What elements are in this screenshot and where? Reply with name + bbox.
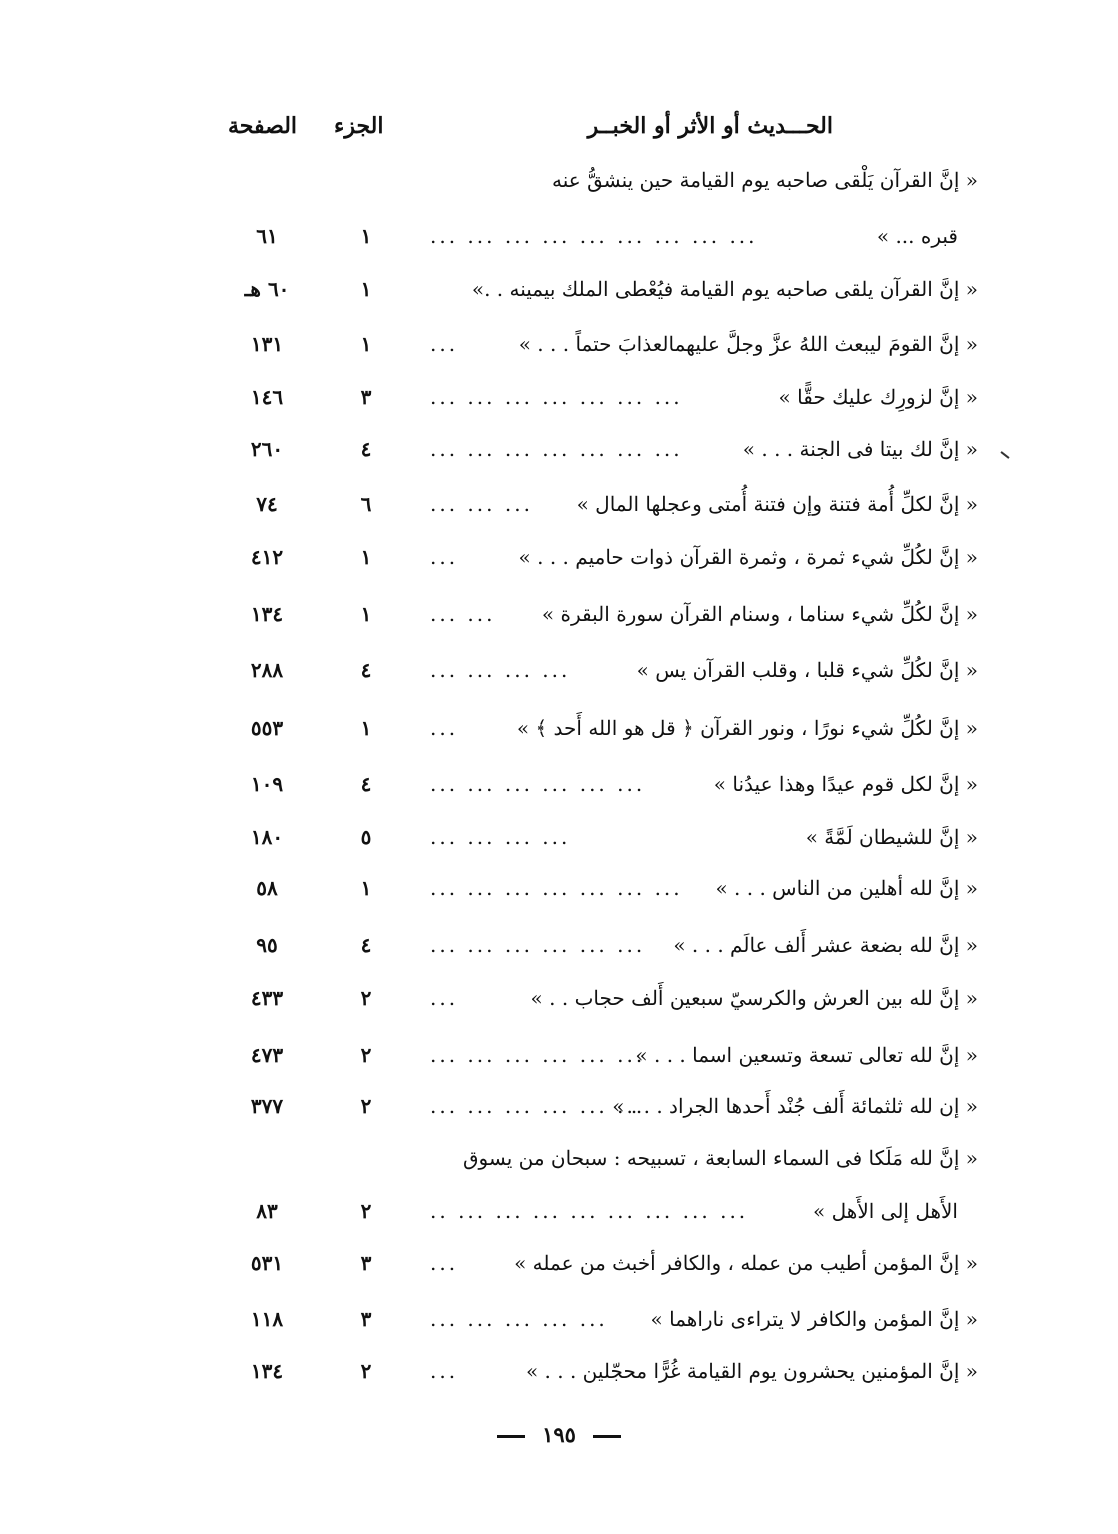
table-row xyxy=(0,224,1118,264)
entry-page: ١٣٤ xyxy=(250,1359,284,1383)
entry-part: ٦ xyxy=(360,492,372,516)
leader-dots: .. ... ... ... ... ... ... ... ... xyxy=(430,1199,749,1223)
header-text-column: الحـــديث أو الأثر أو الخبــر xyxy=(587,113,833,139)
table-row xyxy=(0,168,1118,208)
entry-text: « إنَّ لك بيتا فى الجنة . . . » xyxy=(742,437,978,461)
leader-dots: ... ... ... ... ... ... xyxy=(430,933,646,957)
table-row xyxy=(0,385,1118,425)
entry-part: ٤ xyxy=(360,933,372,957)
entry-page: ٦١ xyxy=(256,224,278,248)
page-number-footer xyxy=(0,1422,1118,1447)
entry-text: « إنَّ لله بين العرش والكرسيّ سبعين أَلف حجاب . . » xyxy=(530,986,978,1010)
entry-text: « إنَّ لزورِك عليك حقًّا » xyxy=(778,385,978,409)
table-row xyxy=(0,1251,1118,1291)
entry-part: ٢ xyxy=(360,1094,372,1118)
table-row xyxy=(0,545,1118,585)
leader-dots: ... ... ... ... ... ... ... xyxy=(430,385,683,409)
header-page-column: الصفحة xyxy=(228,113,298,139)
entry-part: ١ xyxy=(360,876,372,900)
entry-part: ٢ xyxy=(360,1359,372,1383)
entry-part: ٣ xyxy=(360,1307,372,1331)
entry-text: « إنَّ للشيطان لَمَّةً » xyxy=(805,825,978,849)
entry-text: « إنَّ لكلِّ أُمة فتنة وإن فتنة أُمتى وعجلها المال » xyxy=(576,492,978,516)
entry-page: ٥٥٣ xyxy=(250,716,284,740)
leader-dots: ... ... ... ... ... ... xyxy=(430,1043,646,1067)
leader-dots: ... ... ... ... ... ... ... xyxy=(430,876,683,900)
entry-text: قبره ... » xyxy=(876,224,958,248)
entry-page: ٢٨٨ xyxy=(250,658,284,682)
entry-page: ١٠٩ xyxy=(250,772,284,796)
leader-dots: ... xyxy=(430,545,459,569)
entry-part: ٤ xyxy=(360,658,372,682)
leader-dots: ... ... ... ... xyxy=(430,658,571,682)
table-row xyxy=(0,332,1118,372)
entry-page: ٢٦٠ xyxy=(250,437,284,461)
entry-part: ١ xyxy=(360,602,372,626)
entry-text: « إنَّ لكُلِّ شيء نورًا ، ونور القرآن ﴿ قل هو الله أَحد ﴾ » xyxy=(516,716,978,740)
entry-page: ٨٣ xyxy=(256,1199,278,1223)
entry-text: « إنَّ المؤمنين يحشرون يوم القيامة غُرًّا محجّلين . . . » xyxy=(525,1359,978,1383)
entry-page: ١٣٤ xyxy=(250,602,284,626)
entry-part: ٣ xyxy=(360,385,372,409)
entry-page: ٥٨ xyxy=(256,876,278,900)
leader-dots: ... ... ... ... ... xyxy=(430,1307,608,1331)
leader-dots: ... ... ... ... ... ... xyxy=(430,772,646,796)
table-row xyxy=(0,933,1118,973)
table-row xyxy=(0,1146,1118,1186)
entry-part: ١ xyxy=(360,716,372,740)
entry-text: « إنَّ لله تعالى تسعة وتسعين اسما . . . » xyxy=(635,1043,978,1067)
leader-dots: ... xyxy=(430,1251,459,1275)
entry-part: ١ xyxy=(360,277,372,301)
entry-part: ٢ xyxy=(360,1043,372,1067)
entry-part: ٢ xyxy=(360,986,372,1010)
entry-text: « إنَّ لكُلِّ شيء سناما ، وسنام القرآن سورة البقرة » xyxy=(541,602,978,626)
entry-part: ٥ xyxy=(360,825,372,849)
entry-page: ٩٥ xyxy=(256,933,278,957)
table-row xyxy=(0,492,1118,532)
entry-text: « إنَّ القرآن يلقى صاحبه يوم القيامة فيُعْطى الملك بيمينه . .» xyxy=(471,277,978,301)
entry-page: ٦٠ هـ xyxy=(244,277,290,301)
table-row xyxy=(0,1199,1118,1239)
table-row xyxy=(0,876,1118,916)
table-row xyxy=(0,825,1118,865)
entry-page: ٣٧٧ xyxy=(250,1094,284,1118)
table-row xyxy=(0,1307,1118,1347)
entry-text: « إنَّ القرآن يَلْقى صاحبه يوم القيامة حين ينشقُّ عنه xyxy=(552,168,978,192)
entry-text: « إنَّ لكُلِّ شيء ثمرة ، وثمرة القرآن ذوات حاميم . . . » xyxy=(518,545,978,569)
leader-dots: ... xyxy=(430,332,459,356)
entry-part: ٤ xyxy=(360,437,372,461)
table-row xyxy=(0,772,1118,812)
page-number: ١٩٥ xyxy=(542,1422,576,1447)
entry-part: ١ xyxy=(360,545,372,569)
leader-dots: ... ... ... ... ... ... xyxy=(430,1094,646,1118)
dash-left xyxy=(497,1435,525,1438)
leader-dots: ... xyxy=(430,716,459,740)
leader-dots: ... ... ... ... ... ... ... xyxy=(430,437,683,461)
entry-page: ٤١٢ xyxy=(250,545,284,569)
entry-text: « إنَّ المؤمن أطيب من عمله ، والكافر أخبث من عمله » xyxy=(514,1251,978,1275)
entry-text: الأَهل إلى الأَهل » xyxy=(813,1199,958,1223)
entry-part: ١ xyxy=(360,332,372,356)
entry-text: « إنَّ لله أهلين من الناس . . . » xyxy=(715,876,978,900)
leader-dots: ... xyxy=(430,986,459,1010)
table-row xyxy=(0,277,1118,317)
entry-page: ٤٧٣ xyxy=(250,1043,284,1067)
table-row xyxy=(0,1359,1118,1399)
entry-text: « إنَّ المؤمن والكافر لا يتراءى ناراهما » xyxy=(650,1307,978,1331)
table-row xyxy=(0,602,1118,642)
entry-part: ١ xyxy=(360,224,372,248)
leader-dots: ... ... ... ... ... ... ... ... ... xyxy=(430,224,758,248)
entry-text: « إنَّ لله مَلَكا فى السماء السابعة ، تسبيحه : سبحان من يسوق xyxy=(463,1146,978,1170)
header-part-column: الجزء xyxy=(334,113,384,139)
entry-text: « إنَّ لكل قوم عيدًا وهذا عيدُنا » xyxy=(713,772,978,796)
dash-right xyxy=(593,1435,621,1438)
entry-part: ٢ xyxy=(360,1199,372,1223)
entry-page: ٤٣٣ xyxy=(250,986,284,1010)
entry-page: ١٣١ xyxy=(250,332,284,356)
table-row xyxy=(0,1094,1118,1134)
table-row xyxy=(0,986,1118,1026)
entry-part: ٤ xyxy=(360,772,372,796)
entry-text: « إنَّ لله بضعة عشر أَلف عالَم . . . » xyxy=(673,933,978,957)
entry-text: « إنَّ القومَ ليبعث اللهُ عزَّ وجلَّ عليهمالعذابَ حتماً . . . » xyxy=(518,332,978,356)
entry-page: ١٨٠ xyxy=(250,825,284,849)
entry-page: ٥٣١ xyxy=(250,1251,284,1275)
entry-text: « إن لله ثلثمائة أَلف جُنْد أَحدها الجراد . . . » xyxy=(612,1094,978,1118)
leader-dots: ... ... ... xyxy=(430,492,533,516)
table-row xyxy=(0,1043,1118,1083)
entry-page: ١١٨ xyxy=(250,1307,284,1331)
leader-dots: ... ... ... ... xyxy=(430,825,571,849)
leader-dots: ... ... xyxy=(430,602,496,626)
leader-dots: ... xyxy=(430,1359,459,1383)
entry-text: « إنَّ لكُلِّ شيء قلبا ، وقلب القرآن يس » xyxy=(636,658,978,682)
entry-part: ٣ xyxy=(360,1251,372,1275)
table-row xyxy=(0,437,1118,477)
table-row xyxy=(0,658,1118,698)
entry-page: ٧٤ xyxy=(256,492,278,516)
entry-page: ١٤٦ xyxy=(250,385,284,409)
table-row xyxy=(0,716,1118,756)
